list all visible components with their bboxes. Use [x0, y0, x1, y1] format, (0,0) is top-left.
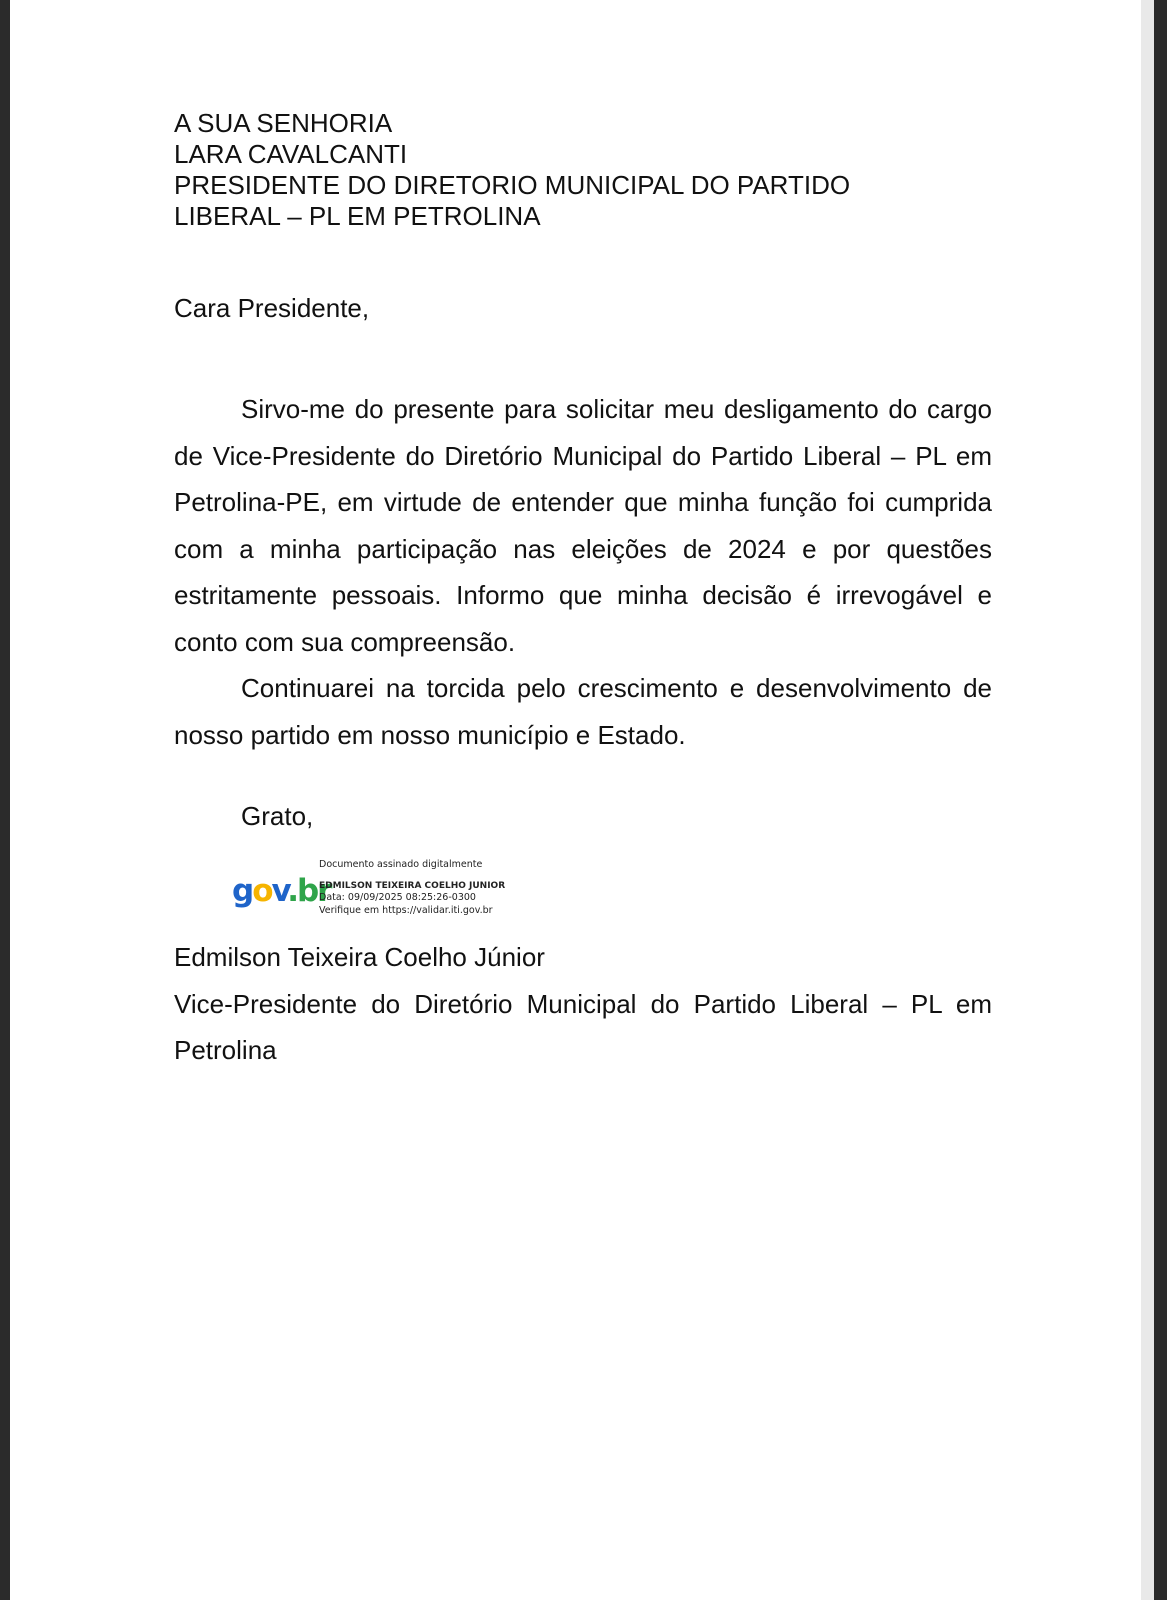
addressee-line: A SUA SENHORIA: [174, 108, 393, 138]
document-page: [10, 0, 1154, 1600]
sender-name: Edmilson Teixeira Coelho Júnior: [174, 942, 545, 972]
addressee-line: PRESIDENTE DO DIRETORIO MUNICIPAL DO PARTIDO: [174, 170, 851, 200]
digital-signature-stamp: [232, 859, 552, 919]
salutation: Cara Presidente,: [174, 293, 370, 323]
signature-date: Data: 09/09/2025 08:25:26-0300: [319, 892, 476, 903]
letter-body: [174, 386, 992, 758]
addressee-line: LIBERAL – PL EM PETROLINA: [174, 201, 541, 231]
signature-signer: EDMILSON TEIXEIRA COELHO JUNIOR: [319, 880, 506, 891]
signature-details: [319, 859, 505, 917]
body-paragraph: Continuarei na torcida pelo crescimento e desenvolvimento de nosso partido em nosso município e Estado.: [174, 673, 992, 750]
body-paragraph: Sirvo-me do presente para solicitar meu desligamento do cargo de Vice-Presidente do Diretório Municipal do Partido Liberal – PL em Petrolina-PE, em virtude de entender que minha função foi cumprida com a minha participação nas eleições de 2024 e por questões estritamente pessoais. Informo que minha decisão é irrevogável e conto com sua compreensão.: [174, 394, 992, 657]
logo-letter: o: [252, 873, 272, 909]
addressee-block: [174, 108, 992, 232]
sender-title: Vice-Presidente do Diretório Municipal do Partido Liberal – PL em Petrolina: [174, 988, 992, 1065]
logo-letter: v: [271, 873, 288, 909]
logo-letter: .br: [287, 873, 331, 909]
signature-heading: Documento assinado digitalmente: [319, 859, 483, 870]
closing: Grato,: [241, 801, 314, 831]
govbr-logo: [232, 874, 330, 908]
addressee-line: LARA CAVALCANTI: [174, 139, 408, 169]
logo-letter: g: [232, 873, 253, 909]
sender-block: [174, 934, 992, 1074]
page-edge: [1141, 0, 1154, 1600]
signature-verify: Verifique em https://validar.iti.gov.br: [319, 904, 493, 916]
